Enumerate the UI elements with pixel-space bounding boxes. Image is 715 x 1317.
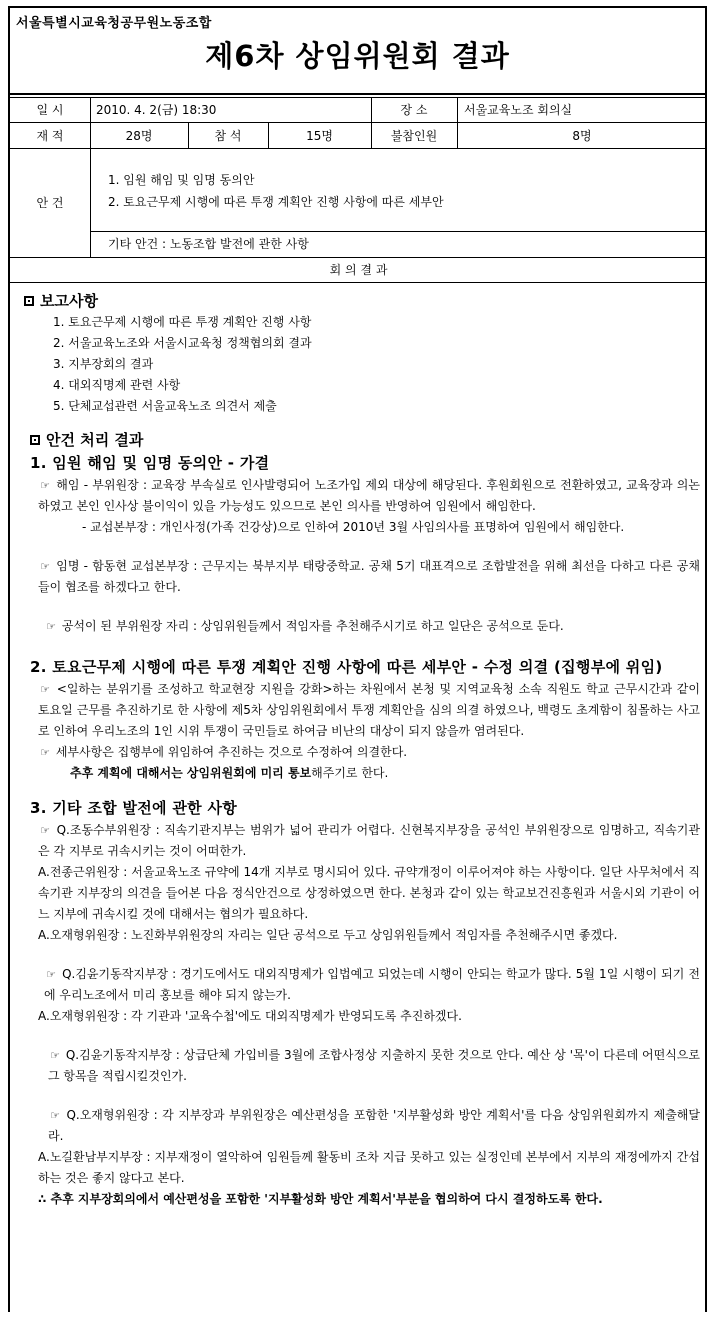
item1-paragraph: ☞ 임명 - 함동현 교섭본부장 : 근무지는 북부지부 태랑중학교. 공채 5기 대표격으로 조합발전을 위해 최선을 다하고 다른 공채들이 협조를 하겠다고 한다. bbox=[20, 556, 700, 598]
table-top-border bbox=[10, 93, 705, 95]
item3-paragraph: A.오재형위원장 : 노진화부위원장의 자리는 일단 공석으로 두고 상임위원들께서 적임자를 추천해주시면 좋겠다. bbox=[38, 928, 618, 942]
item2-title: 2. 토요근무제 시행에 따른 투쟁 계획안 진행 사항에 따른 세부안 - 수정 의결 (집행부에 위임) bbox=[30, 658, 663, 676]
agenda-item-2: 2. 토요근무제 시행에 따른 투쟁 계획안 진행 사항에 따른 세부안 bbox=[108, 195, 444, 209]
place-value: 서울교육노조 회의실 bbox=[464, 103, 573, 117]
item3-title: 3. 기타 조합 발전에 관한 사항 bbox=[30, 799, 238, 817]
table-row-divider bbox=[90, 231, 707, 232]
item3-paragraph: A.노길환남부지부장 : 지부재정이 열악하여 임원들께 활동비 조차 지급 못하고 있는 실정인데 본부에서 지부의 재정에까지 간섭하는 것은 좋지 않다고 본다. bbox=[38, 1150, 700, 1185]
pointing-hand-icon: ☞ bbox=[50, 1049, 60, 1062]
pointing-hand-icon: ☞ bbox=[40, 479, 50, 492]
pointing-hand-icon: ☞ bbox=[40, 824, 50, 837]
checkbox-square-icon bbox=[24, 296, 34, 306]
item3-paragraph: ☞ Q.오재형위원장 : 각 지부장과 부위원장은 예산편성을 포함한 '지부활성화 방안 계획서'를 다음 상임위원회까지 제출해달라. bbox=[20, 1105, 700, 1147]
item3-conclusion: ∴ 추후 지부장회의에서 예산편성을 포함한 '지부활성화 방안 계획서'부분을 협의하여 다시 결정하도록 한다. bbox=[38, 1192, 603, 1206]
item2-paragraph: 추후 계획에 대해서는 상임위원회에 미리 통보해주기로 한다. bbox=[70, 766, 389, 780]
date-value: 2010. 4. 2(금) 18:30 bbox=[96, 103, 217, 117]
item1-paragraph: ☞ 해임 - 부위원장 : 교육장 부속실로 인사발령되어 노조가입 제외 대상에 해당된다. 후원회원으로 전환하였고, 교육장과 의논하였고 본인 인사상 불이익이 있을 가능성도 있으므로 본인 의사를 반영하여 임원에서 해임한다. bbox=[20, 475, 700, 517]
item3-paragraph: ☞ Q.조동수부위원장 : 직속기관지부는 범위가 넓어 관리가 어렵다. 신현복지부장을 공석인 부위원장으로 임명하고, 직속기관은 각 지부로 귀속시키는 것이 어떠한가. bbox=[20, 820, 700, 862]
date-label: 일 시 bbox=[36, 103, 64, 117]
item1-paragraph: - 교섭본부장 : 개인사정(가족 건강상)으로 인하여 2010년 3월 사임의사를 표명하여 임원에서 해임한다. bbox=[82, 520, 625, 534]
item3-paragraph: ☞ Q.김윤기동작지부장 : 경기도에서도 대외직명제가 입법예고 되었는데 시행이 안되는 학교가 많다. 5월 1일 시행이 되기 전에 우리노조에서 미리 홍보를 해야 되지 않는가. bbox=[20, 964, 700, 1006]
item1-title: 1. 임원 해임 및 임명 동의안 - 가결 bbox=[30, 454, 270, 472]
checkbox-square-icon bbox=[30, 435, 40, 445]
item3-paragraph: A.전종근위원장 : 서울교육노조 규약에 14개 지부로 명시되어 있다. 규약개정이 이루어져야 하는 사항이다. 일단 사무처에서 직속기관 지부장의 의견을 들어본 다음 정식안건으로 상정하였으면 한다. 본청과 같이 있는 학교보건진흥원과 서울시외 기관이 어느 지부에 귀속시킬 것에 대해서는 협의가 필요하다. bbox=[38, 865, 700, 921]
document-title: 제6차 상임위원회 결과 bbox=[205, 39, 510, 73]
item2-paragraph: ☞ 세부사항은 집행부에 위임하여 추진하는 것으로 수정하여 의결한다. bbox=[20, 742, 700, 763]
place-label: 장 소 bbox=[400, 103, 428, 117]
absent-value: 8명 bbox=[572, 129, 592, 143]
attend-label: 참 석 bbox=[214, 129, 242, 143]
item1-paragraph: ☞ 공석이 된 부위원장 자리 : 상임위원들께서 적임자를 추천해주시기로 하고 일단은 공석으로 둔다. bbox=[20, 616, 700, 637]
table-row-divider bbox=[10, 122, 705, 123]
other-agenda: 기타 안건 : 노동조합 발전에 관한 사항 bbox=[108, 237, 309, 251]
agenda-item-1: 1. 임원 해임 및 임명 동의안 bbox=[108, 173, 255, 187]
table-row-divider bbox=[10, 148, 705, 149]
document-frame bbox=[8, 6, 707, 1312]
agenda-label: 안 건 bbox=[36, 196, 64, 210]
table-row-divider bbox=[10, 257, 705, 258]
report-item: 2. 서울교육노조와 서울시교육청 정책협의회 결과 bbox=[53, 336, 312, 350]
table-top-border-inner bbox=[10, 97, 705, 98]
organization-name: 서울특별시교육청공무원노동조합 bbox=[16, 16, 212, 31]
item3-paragraph: A.오재형위원장 : 각 기관과 '교육수첩'에도 대외직명제가 반영되도록 추진하겠다. bbox=[38, 1009, 462, 1023]
agenda-result-heading: 안건 처리 결과 bbox=[20, 429, 700, 451]
enrolled-label: 재 적 bbox=[36, 129, 64, 143]
meeting-results bbox=[20, 290, 700, 1210]
absent-label: 불참인원 bbox=[390, 129, 438, 143]
item3-paragraph: ☞ Q.김윤기동작지부장 : 상급단체 가입비를 3월에 조합사정상 지출하지 못한 것으로 안다. 예산 상 '목'이 다른데 어떤식으로 그 항목을 적립시킬것인가. bbox=[20, 1045, 700, 1087]
report-item: 3. 지부장회의 결과 bbox=[53, 357, 154, 371]
enrolled-value: 28명 bbox=[125, 129, 153, 143]
pointing-hand-icon: ☞ bbox=[46, 620, 56, 633]
table-col-divider bbox=[90, 97, 91, 257]
report-item: 1. 토요근무제 시행에 따른 투쟁 계획안 진행 사항 bbox=[53, 315, 312, 329]
pointing-hand-icon: ☞ bbox=[46, 968, 56, 981]
report-item: 5. 단체교섭관련 서울교육노조 의견서 제출 bbox=[53, 399, 277, 413]
report-item: 4. 대외직명제 관련 사항 bbox=[53, 378, 181, 392]
item2-paragraph: ☞ <일하는 분위기를 조성하고 학교현장 지원을 강화>하는 차원에서 본청 및 지역교육청 소속 직원도 학교 근무시간과 같이 토요일 근무를 추진하기로 한 사항에 제5차 상임위원회에서 투쟁 계획안을 심의 의결 하였으나, 백령도 초계함이 침몰하는 사고로 인하여 우리노조의 1인 시위 투쟁이 국민들로 하여금 비난의 대상이 되지 않을까 염려된다. bbox=[20, 679, 700, 742]
pointing-hand-icon: ☞ bbox=[40, 683, 50, 696]
pointing-hand-icon: ☞ bbox=[50, 1109, 60, 1122]
pointing-hand-icon: ☞ bbox=[40, 746, 50, 759]
report-heading: 보고사항 bbox=[20, 290, 700, 312]
attend-value: 15명 bbox=[306, 129, 333, 143]
table-row-divider bbox=[10, 282, 705, 283]
result-header: 회 의 결 과 bbox=[329, 263, 388, 277]
pointing-hand-icon: ☞ bbox=[40, 560, 50, 573]
